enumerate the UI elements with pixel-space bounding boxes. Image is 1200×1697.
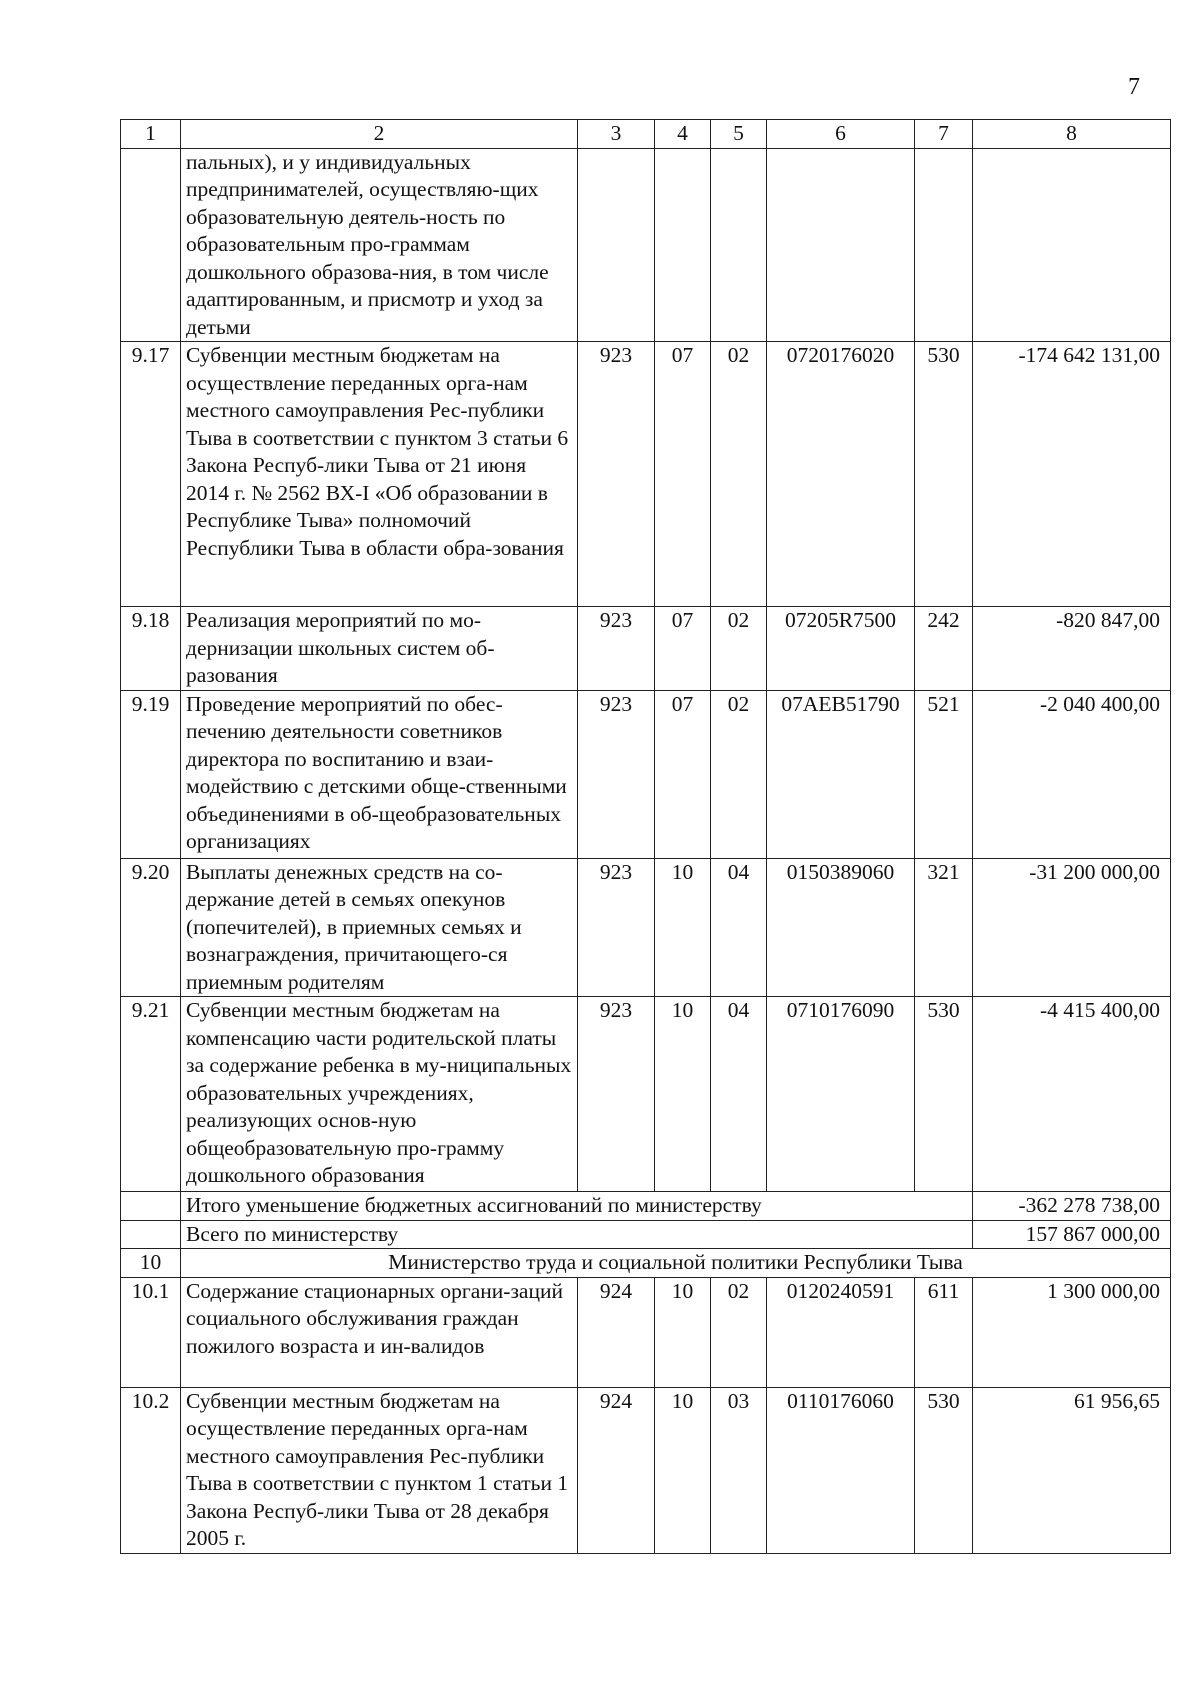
cell-subsection: 02 <box>711 607 767 691</box>
cell-section: 10 <box>655 997 711 1192</box>
table-row <box>121 690 1171 858</box>
section-row <box>121 1249 1171 1278</box>
cell-amount: 1 300 000,00 <box>973 1277 1171 1387</box>
cell-section: 10 <box>655 1277 711 1387</box>
cell-amount: 61 956,65 <box>973 1387 1171 1553</box>
summary-value: 157 867 000,00 <box>973 1220 1171 1249</box>
cell-subsection <box>711 148 767 342</box>
cell-section: 10 <box>655 858 711 997</box>
cell-amount: -31 200 000,00 <box>973 858 1171 997</box>
row-description: Субвенции местным бюджетам на осуществление переданных орга-нам местного самоуправления Рес-публики Тыва в соответствии с пунктом 1 статьи 1 Закона Респуб-лики Тыва от 28 декабря 2005 г. <box>181 1387 578 1553</box>
cell-expense-type: 242 <box>915 607 973 691</box>
row-number: 9.20 <box>121 858 181 997</box>
row-description: Субвенции местным бюджетам на осуществление переданных орга-нам местного самоуправления Рес-публики Тыва в соответствии с пунктом 3 статьи 6 Закона Респуб-лики Тыва от 21 июня 2014 г. № 2562 ВХ-I «Об образовании в Республике Тыва» полномочий Республики Тыва в области обра-зования <box>181 342 578 607</box>
cell-target-article: 07205R7500 <box>767 607 915 691</box>
summary-value: -362 278 738,00 <box>973 1192 1171 1221</box>
cell-target-article: 0720176020 <box>767 342 915 607</box>
cell-subsection: 04 <box>711 997 767 1192</box>
cell-amount: -820 847,00 <box>973 607 1171 691</box>
cell-ministry-code: 923 <box>578 858 655 997</box>
summary-label: Итого уменьшение бюджетных ассигнований по министерству <box>181 1192 973 1221</box>
table-row <box>121 607 1171 691</box>
table-row <box>121 148 1171 342</box>
column-header: 3 <box>578 120 655 149</box>
budget-table <box>120 119 1171 1554</box>
cell-ministry-code: 923 <box>578 607 655 691</box>
column-header: 6 <box>767 120 915 149</box>
section-number: 10 <box>121 1249 181 1278</box>
row-number: 9.18 <box>121 607 181 691</box>
row-description: Проведение мероприятий по обес-печению деятельности советников директора по воспитанию и взаи-модействию с детскими обще-ственными объединениями в об-щеобразовательных организациях <box>181 690 578 858</box>
table-row <box>121 342 1171 607</box>
column-header: 2 <box>181 120 578 149</box>
cell-expense-type: 530 <box>915 1387 973 1553</box>
cell-ministry-code: 923 <box>578 997 655 1192</box>
row-number <box>121 148 181 342</box>
column-header: 8 <box>973 120 1171 149</box>
section-title: Министерство труда и социальной политики Республики Тыва <box>181 1249 1171 1278</box>
cell-subsection: 04 <box>711 858 767 997</box>
cell-expense-type: 521 <box>915 690 973 858</box>
cell-subsection: 02 <box>711 342 767 607</box>
cell-target-article: 0110176060 <box>767 1387 915 1553</box>
summary-row <box>121 1220 1171 1249</box>
cell-section: 07 <box>655 607 711 691</box>
cell-section: 10 <box>655 1387 711 1553</box>
cell-ministry-code: 923 <box>578 690 655 858</box>
table-row <box>121 1387 1171 1553</box>
table-row <box>121 1277 1171 1387</box>
cell-target-article: 0710176090 <box>767 997 915 1192</box>
cell-expense-type: 530 <box>915 342 973 607</box>
cell-amount: -2 040 400,00 <box>973 690 1171 858</box>
cell-target-article <box>767 148 915 342</box>
summary-row <box>121 1192 1171 1221</box>
row-number: 10.1 <box>121 1277 181 1387</box>
summary-label: Всего по министерству <box>181 1220 973 1249</box>
row-description: Выплаты денежных средств на со-держание детей в семьях опекунов (попечителей), в приемных семьях и вознаграждения, причитающего-ся приемным родителям <box>181 858 578 997</box>
row-description: Реализация мероприятий по мо-дернизации школьных систем об-разования <box>181 607 578 691</box>
column-header: 5 <box>711 120 767 149</box>
page-number: 7 <box>1128 74 1140 100</box>
row-number: 10.2 <box>121 1387 181 1553</box>
row-description: пальных), и у индивидуальных предпринимателей, осуществляю-щих образовательную деятель-ность по образовательным про-граммам дошкольного образова-ния, в том числе адаптированным, и присмотр и уход за детьми <box>181 148 578 342</box>
column-header: 4 <box>655 120 711 149</box>
cell-amount: -4 415 400,00 <box>973 997 1171 1192</box>
column-header: 7 <box>915 120 973 149</box>
row-description: Содержание стационарных органи-заций социального обслуживания граждан пожилого возраста и ин-валидов <box>181 1277 578 1387</box>
table-row <box>121 858 1171 997</box>
cell-expense-type: 321 <box>915 858 973 997</box>
cell-section <box>655 148 711 342</box>
cell-ministry-code: 923 <box>578 342 655 607</box>
row-number: 9.17 <box>121 342 181 607</box>
cell-expense-type: 611 <box>915 1277 973 1387</box>
row-number: 9.21 <box>121 997 181 1192</box>
cell-target-article: 0150389060 <box>767 858 915 997</box>
cell-expense-type <box>915 148 973 342</box>
row-number: 9.19 <box>121 690 181 858</box>
cell-subsection: 03 <box>711 1387 767 1553</box>
cell-ministry-code: 924 <box>578 1277 655 1387</box>
column-header: 1 <box>121 120 181 149</box>
row-description: Субвенции местным бюджетам на компенсацию части родительской платы за содержание ребенка в му-ниципальных образовательных учреждениях, реализующих основ-ную общеобразовательную про-грамму дошкольного образования <box>181 997 578 1192</box>
cell-target-article: 07АЕВ51790 <box>767 690 915 858</box>
cell-ministry-code <box>578 148 655 342</box>
table-header-row <box>121 120 1171 149</box>
cell-expense-type: 530 <box>915 997 973 1192</box>
cell-target-article: 0120240591 <box>767 1277 915 1387</box>
cell-amount: -174 642 131,00 <box>973 342 1171 607</box>
cell-subsection: 02 <box>711 690 767 858</box>
cell-subsection: 02 <box>711 1277 767 1387</box>
cell-section: 07 <box>655 690 711 858</box>
cell-amount <box>973 148 1171 342</box>
cell-section: 07 <box>655 342 711 607</box>
table-row <box>121 997 1171 1192</box>
cell-ministry-code: 924 <box>578 1387 655 1553</box>
